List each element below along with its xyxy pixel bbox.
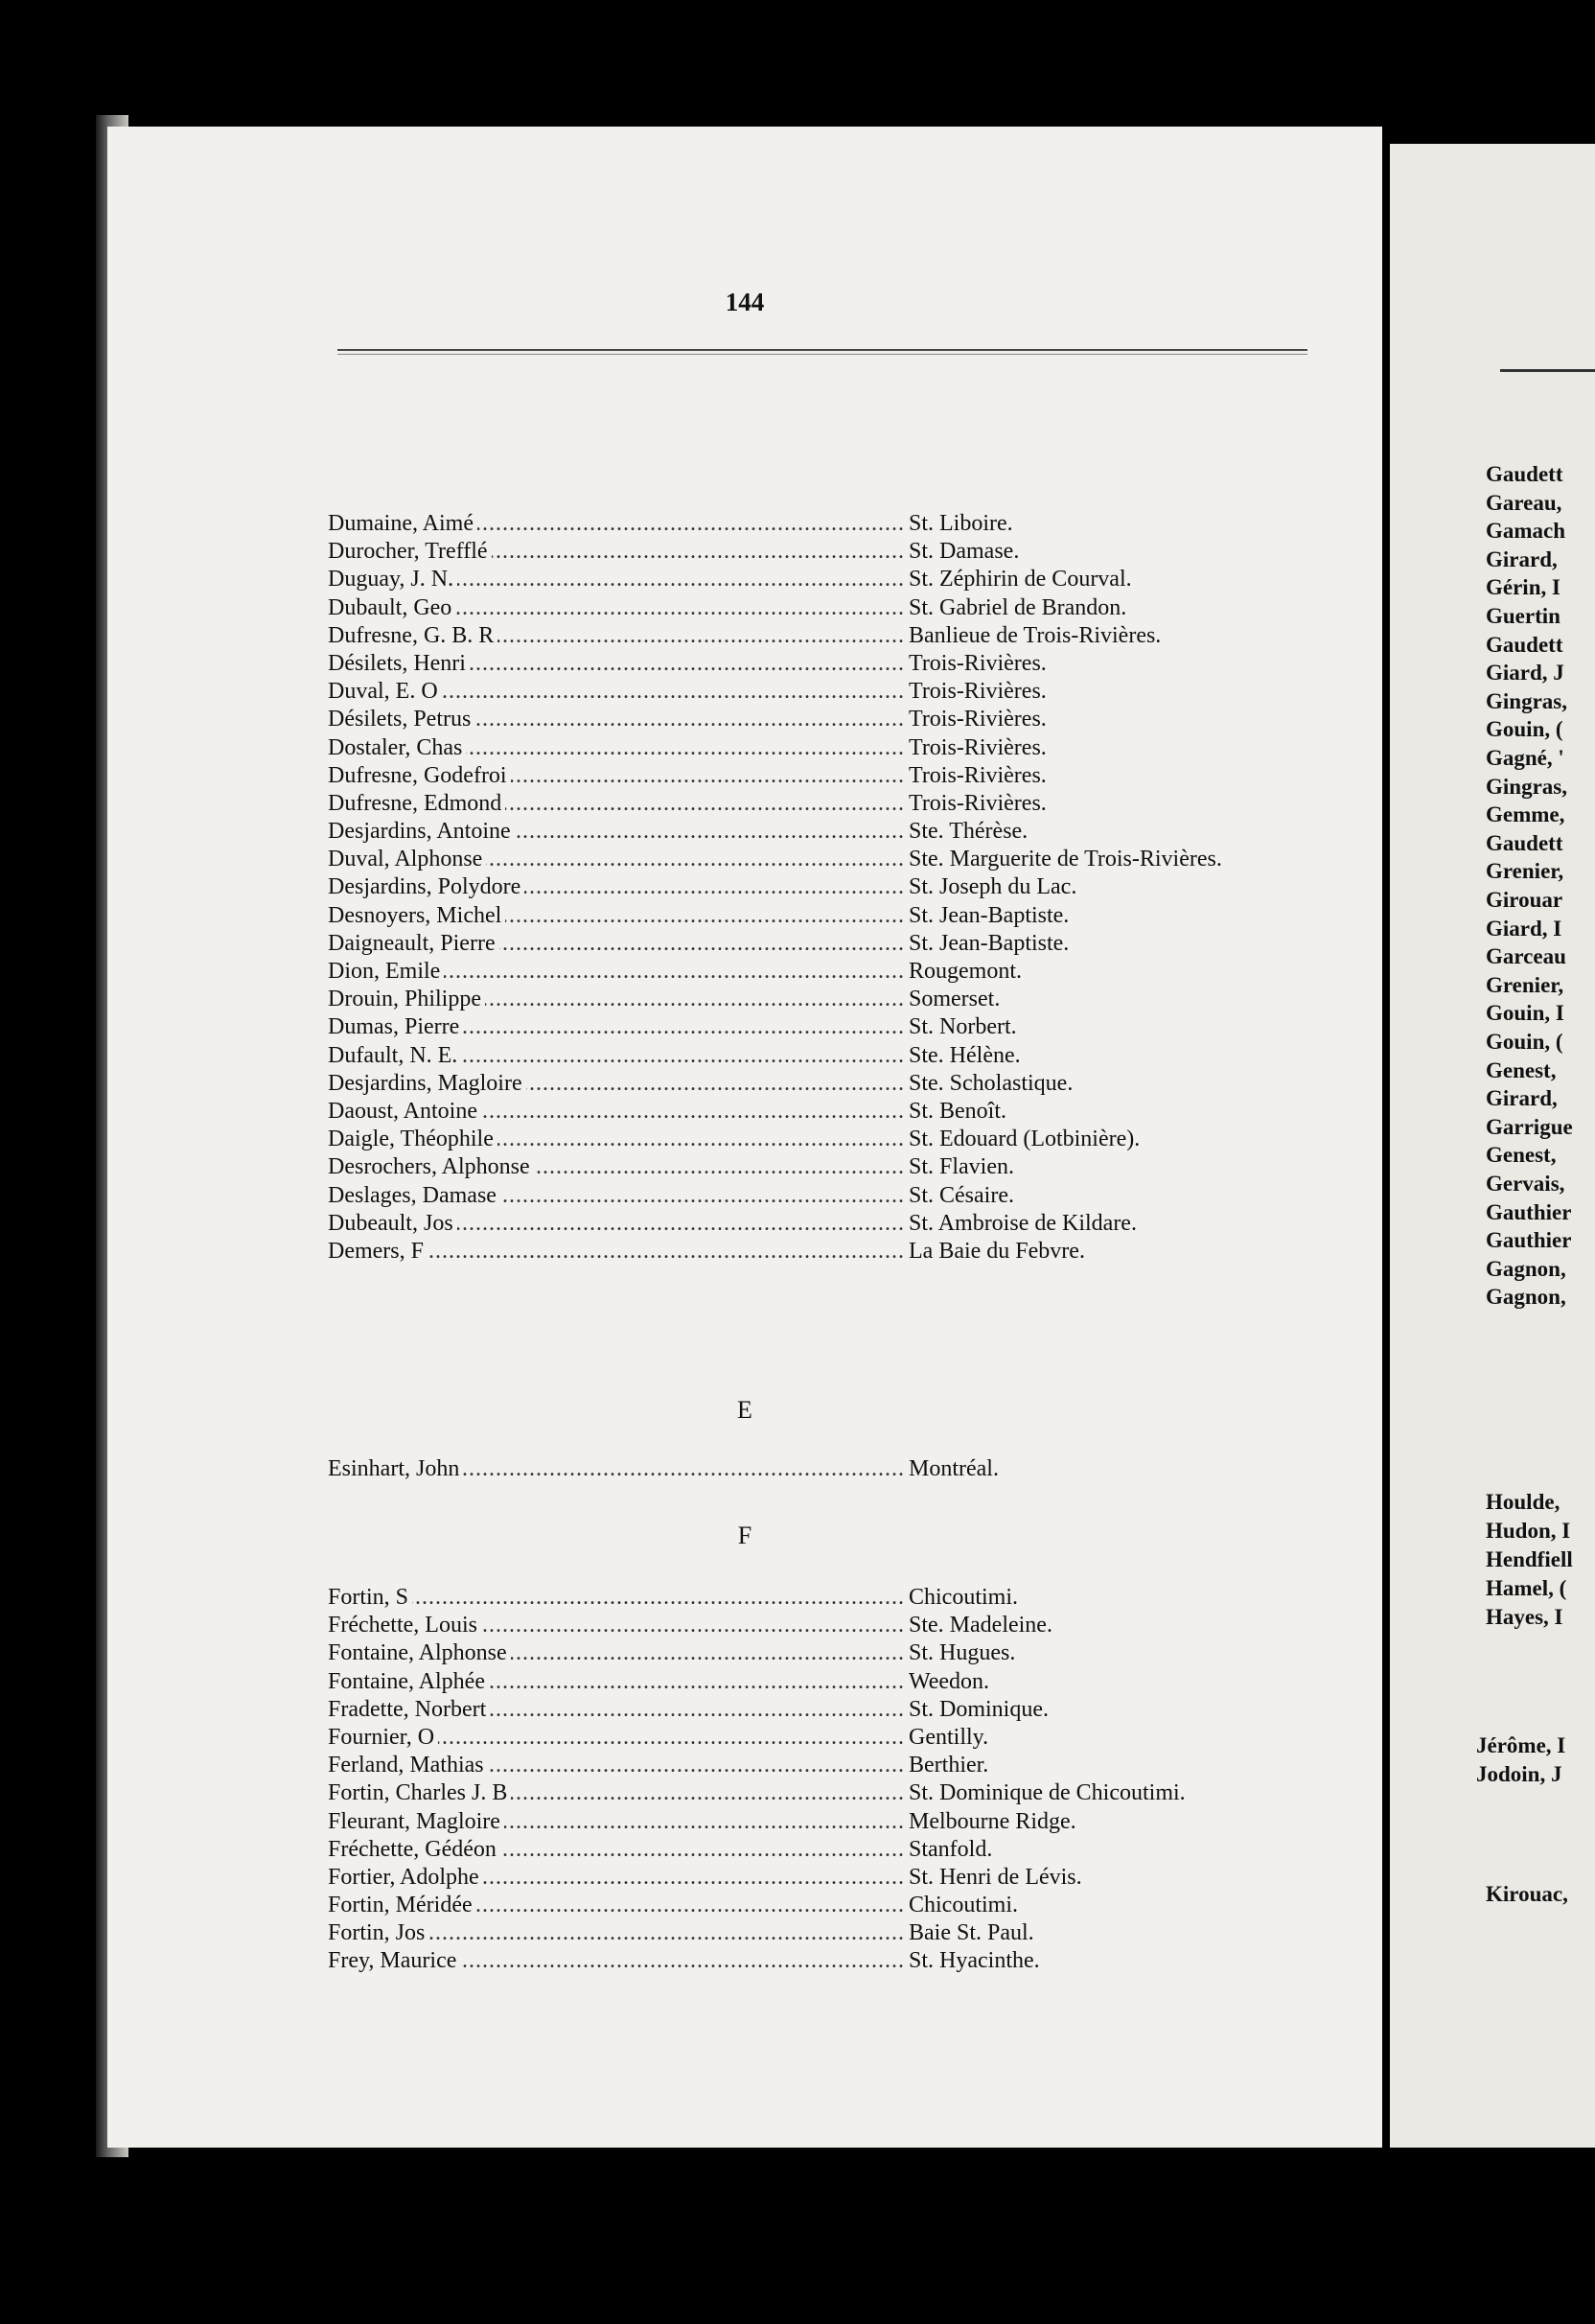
right-page-fragment: Girard,	[1486, 546, 1558, 571]
entry-place: St. Damase.	[909, 539, 1020, 565]
right-page-fragment: Hudon, I	[1486, 1519, 1571, 1543]
entry-place: St. Dominique.	[909, 1696, 1050, 1722]
right-page-fragment: Gouin, I	[1486, 1001, 1564, 1026]
right-page-fragment: Gamach	[1486, 519, 1566, 544]
entry-name: Drouin, Philippe	[328, 986, 485, 1013]
entry-place: St. Dominique de Chicoutimi.	[909, 1780, 1186, 1806]
entry-place: Berthier.	[909, 1753, 989, 1778]
leader-dots	[328, 1584, 906, 1612]
entry-name: Fournier, O	[328, 1724, 438, 1752]
entry-name: Fradette, Norbert	[328, 1696, 490, 1724]
entry-place: Chicoutimi.	[909, 1893, 1018, 1918]
right-page-fragment: Hamel, (	[1486, 1576, 1567, 1600]
right-page-fragment: Girouar	[1486, 888, 1563, 912]
entry-place: Rougemont.	[909, 959, 1022, 984]
entry-name: Daigneault, Pierre	[328, 930, 499, 958]
right-page-fragment: Houlde,	[1486, 1490, 1560, 1514]
entry-name: Fortin, Charles J. B	[328, 1779, 511, 1807]
entry-place: St. Jean-Baptiste.	[909, 930, 1070, 956]
entry-name: Dubeault, Jos	[328, 1210, 457, 1238]
entry-place: St. Zéphirin de Courval.	[909, 567, 1132, 593]
entry-place: Weedon.	[909, 1668, 990, 1694]
right-page-fragment: Gaudett	[1486, 462, 1563, 486]
entry-name: Désilets, Petrus	[328, 706, 474, 733]
entry-name: Fortin, Jos	[328, 1919, 428, 1947]
entry-place: Ste. Madeleine.	[909, 1613, 1052, 1638]
entry-place: St. Ambroise de Kildare.	[909, 1210, 1137, 1236]
entry-place: St. Benoît.	[909, 1098, 1007, 1124]
entry-name: Fortier, Adolphe	[328, 1864, 483, 1892]
page-number: 144	[725, 288, 765, 316]
entry-place: Trois-Rivières.	[909, 762, 1047, 788]
entry-name: Fréchette, Louis	[328, 1612, 481, 1639]
entry-place: St. Norbert.	[909, 1014, 1017, 1040]
right-page-fragment: Gingras,	[1486, 688, 1567, 713]
entry-place: Trois-Rivières.	[909, 790, 1047, 816]
entry-place: Ste. Scholastique.	[909, 1070, 1074, 1096]
section-letter-f: F	[737, 1522, 752, 1549]
entry-place: St. Joseph du Lac.	[909, 874, 1077, 900]
entry-name: Duval, E. O	[328, 678, 442, 706]
entry-place: Trois-Rivières.	[909, 707, 1047, 732]
right-page-fragment: Jodoin, J	[1476, 1762, 1562, 1786]
entry-name: Dumas, Pierre	[328, 1013, 463, 1041]
entry-place: Stanfold.	[909, 1836, 993, 1862]
right-page-fragment: Gouin, (	[1486, 717, 1563, 742]
entry-place: Baie St. Paul.	[909, 1920, 1034, 1946]
right-page-fragment: Grenier,	[1486, 972, 1564, 997]
right-page-fragment: Garceau	[1486, 944, 1566, 969]
entry-place: St. Hugues.	[909, 1640, 1016, 1666]
entry-name: Fontaine, Alphonse	[328, 1639, 511, 1667]
entry-name: Dufresne, Edmond	[328, 790, 505, 818]
entry-name: Desjardins, Magloire	[328, 1070, 526, 1098]
right-page-fragment: Gauthier	[1486, 1228, 1572, 1253]
right-page-fragment: Giard, I	[1486, 916, 1562, 941]
entry-name: Dion, Emile	[328, 958, 444, 986]
entry-name: Frey, Maurice	[328, 1947, 460, 1975]
entry-name: Fortin, Méridée	[328, 1892, 476, 1919]
entry-name: Fleurant, Magloire	[328, 1808, 504, 1836]
right-page-fragment: Hendfiell	[1486, 1547, 1573, 1571]
entry-place: Somerset.	[909, 987, 1001, 1012]
entry-name: Dufresne, Godefroi	[328, 762, 511, 790]
entry-place: Banlieue de Trois-Rivières.	[909, 622, 1162, 648]
entry-place: Gentilly.	[909, 1724, 989, 1750]
entry-name: Desjardins, Antoine	[328, 818, 515, 846]
left-page	[107, 127, 1382, 2148]
entry-name: Duguay, J. N.	[328, 566, 457, 593]
header-rule	[337, 349, 1307, 355]
entry-name: Deslages, Damase	[328, 1182, 500, 1210]
entry-place: St. Gabriel de Brandon.	[909, 594, 1127, 620]
right-page-fragment: Girard,	[1486, 1086, 1558, 1111]
right-page-rule	[1500, 369, 1595, 372]
entry-name: Desjardins, Polydore	[328, 873, 524, 901]
right-page-fragment: Garrigue	[1486, 1114, 1573, 1139]
entry-name: Dumaine, Aimé	[328, 510, 477, 538]
entry-place: Trois-Rivières.	[909, 679, 1047, 705]
right-page-fragment: Gérin, I	[1486, 575, 1560, 600]
entry-place: St. Edouard (Lotbinière).	[909, 1127, 1141, 1152]
entry-place: St. Hyacinthe.	[909, 1948, 1040, 1974]
right-page-fragment: Gagnon,	[1486, 1256, 1566, 1281]
entry-name: Daigle, Théophile	[328, 1126, 497, 1153]
right-page-fragment: Kirouac,	[1486, 1882, 1568, 1906]
entry-place: Ste. Marguerite de Trois-Rivières.	[909, 847, 1222, 872]
entry-name: Desrochers, Alphonse	[328, 1153, 534, 1181]
right-page-fragment: Gemme,	[1486, 802, 1565, 827]
entry-place: Melbourne Ridge.	[909, 1808, 1076, 1834]
entry-place: Ste. Thérèse.	[909, 819, 1029, 845]
entry-place: Ste. Hélène.	[909, 1042, 1021, 1068]
entry-name: Dubault, Geo	[328, 594, 455, 622]
entry-place: St. Liboire.	[909, 511, 1013, 536]
right-page-fragment: Gervais,	[1486, 1172, 1565, 1196]
right-page-fragment: Gaudett	[1486, 830, 1563, 855]
entry-name: Dufault, N. E.	[328, 1042, 461, 1070]
entry-name: Esinhart, John	[328, 1455, 463, 1483]
right-page-fragment: Gareau,	[1486, 490, 1562, 515]
entry-name: Dostaler, Chas	[328, 734, 466, 762]
entry-place: Montréal.	[909, 1456, 999, 1481]
right-page-fragment: Gagnon,	[1486, 1285, 1566, 1310]
right-page-fragment: Grenier,	[1486, 859, 1564, 884]
entry-place: St. Jean-Baptiste.	[909, 902, 1070, 928]
right-page-fragment: Gagné, '	[1486, 746, 1564, 770]
right-page-fragment: Gauthier	[1486, 1199, 1572, 1224]
entry-name: Daoust, Antoine	[328, 1098, 481, 1126]
section-letter-e: E	[737, 1396, 752, 1424]
entry-name: Fontaine, Alphée	[328, 1668, 489, 1696]
entry-place: Trois-Rivières.	[909, 734, 1047, 760]
entry-name: Fortin, S	[328, 1584, 412, 1612]
entry-place: La Baie du Febvre.	[909, 1238, 1085, 1264]
entry-name: Dufresne, G. B. R	[328, 622, 497, 650]
right-page-fragment: Gouin, (	[1486, 1030, 1563, 1054]
right-page-fragment: Genest,	[1486, 1057, 1557, 1082]
entry-name: Fréchette, Gédéon	[328, 1836, 500, 1864]
entry-name: Demers, F	[328, 1238, 428, 1266]
right-page-fragment: Guertin	[1486, 604, 1560, 628]
right-page-fragment: Jérôme, I	[1476, 1733, 1566, 1757]
entry-name: Ferland, Mathias	[328, 1752, 488, 1779]
right-page-fragment: Giard, J	[1486, 661, 1564, 686]
right-page-fragment: Genest,	[1486, 1143, 1557, 1168]
right-page-edge	[1390, 144, 1595, 2148]
right-page-fragment: Hayes, I	[1486, 1605, 1563, 1629]
entry-name: Durocher, Trefflé	[328, 538, 492, 566]
entry-name: Duval, Alphonse	[328, 846, 486, 873]
right-page-fragment: Gaudett	[1486, 632, 1563, 657]
entry-place: St. Césaire.	[909, 1182, 1014, 1208]
entry-place: Chicoutimi.	[909, 1585, 1018, 1610]
entry-place: St. Flavien.	[909, 1154, 1015, 1180]
entry-place: St. Henri de Lévis.	[909, 1864, 1082, 1890]
entry-name: Desnoyers, Michel	[328, 902, 505, 930]
entry-place: Trois-Rivières.	[909, 650, 1047, 676]
entry-name: Désilets, Henri	[328, 650, 470, 678]
right-page-fragment: Gingras,	[1486, 774, 1567, 799]
